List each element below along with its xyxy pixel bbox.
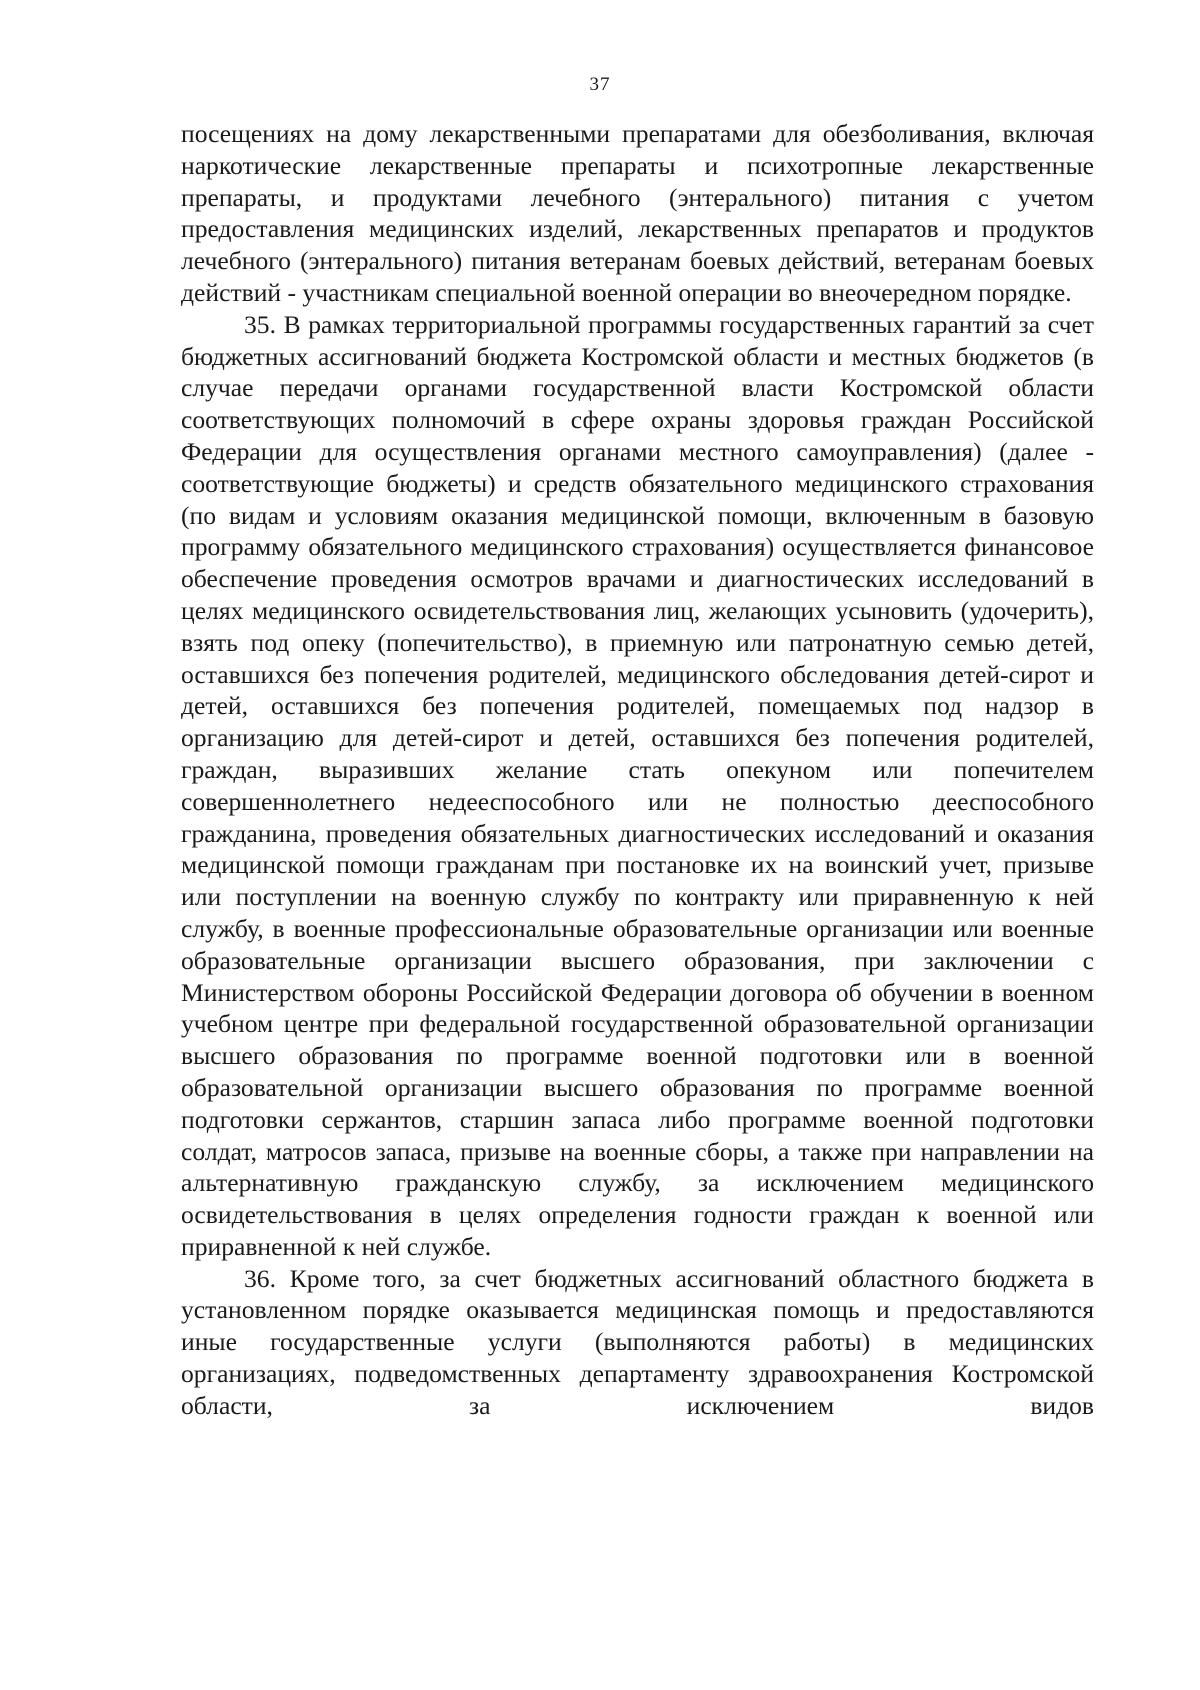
paragraph-item-36: 36. Кроме того, за счет бюджетных ассигнований областного бюджета в установленном порядке оказывается медицинская помощь и предоставляются иные государственные услуги (выполняются работы) в медицинских организациях, подведомственных департаменту здравоохранения Костромской области, за исключением видов	[181, 1263, 1094, 1420]
document-body	[181, 118, 1094, 1422]
paragraph-item-35: 35. В рамках территориальной программы государственных гарантий за счет бюджетных ассигнований бюджета Костромской области и местных бюджетов (в случае передачи органами государственной власти Костромской области соответствующих полномочий в сфере охраны здоровья граждан Российской Федерации для осуществления органами местного самоуправления) (далее - соответствующие бюджеты) и средств обязательного медицинского страхования (по видам и условиям оказания медицинской помощи, включенным в базовую программу обязательного медицинского страхования) осуществляется финансовое обеспечение проведения осмотров врачами и диагностических исследований в целях медицинского освидетельствования лиц, желающих усыновить (удочерить), взять под опеку (попечительство), в приемную или патронатную семью детей, оставшихся без попечения родителей, медицинского обследования детей-сирот и детей, оставшихся без попечения родителей, помещаемых под надзор в организацию для детей-сирот и детей, оставшихся без попечения родителей, граждан, выразивших желание стать опекуном или попечителем совершеннолетнего недееспособного или не полностью дееспособного гражданина, проведения обязательных диагностических исследований и оказания медицинской помощи гражданам при постановке их на воинский учет, призыве или поступлении на военную службу по контракту или приравненную к ней службу, в военные профессиональные образовательные организации или военные образовательные организации высшего образования, при заключении с Министерством обороны Российской Федерации договора об обучении в военном учебном центре при федеральной государственной образовательной организации высшего образования по программе военной подготовки или в военной образовательной организации высшего образования по программе военной подготовки сержантов, старшин запаса либо программе военной подготовки солдат, матросов запаса, призыве на военные сборы, а также при направлении на альтернативную гражданскую службу, за исключением медицинского освидетельствования в целях определения годности граждан к военной или приравненной к ней службе.	[181, 309, 1094, 1261]
page-number: 37	[589, 74, 611, 95]
paragraph-continuation: посещениях на дому лекарственными препаратами для обезболивания, включая наркотические лекарственные препараты и психотропные лекарственные препараты, и продуктами лечебного (энтерального) питания с учетом предоставления медицинских изделий, лекарственных препаратов и продуктов лечебного (энтерального) питания ветеранам боевых действий, ветеранам боевых действий - участникам специальной военной операции во внеочередном порядке.	[181, 119, 1094, 307]
